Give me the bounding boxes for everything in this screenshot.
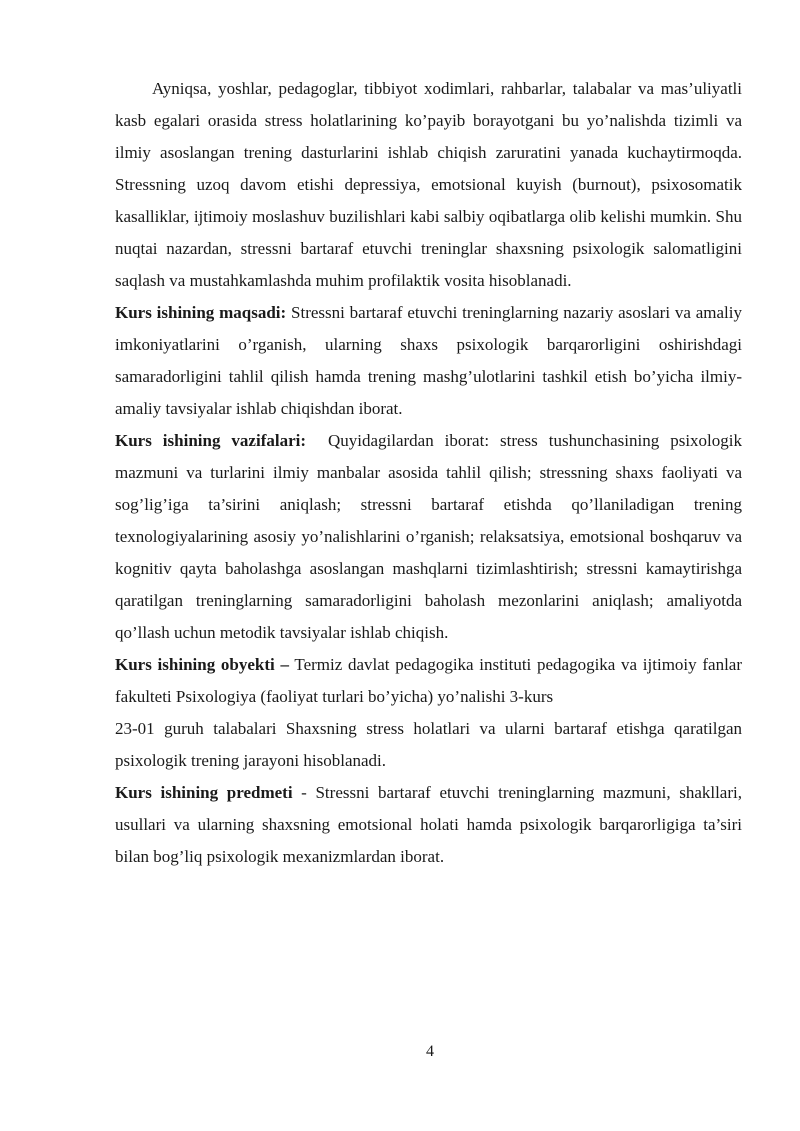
page-number: 4	[426, 1043, 434, 1060]
subject-heading: Kurs ishining predmeti	[115, 783, 293, 802]
subject-paragraph	[115, 777, 742, 873]
object-text-line1: Termiz davlat pedagogika instituti pedagogika va ijtimoiy fanlar fakulteti Psixologiya (faoliyat turlari bo’yicha) yo’nalishi 3-kurs	[115, 655, 742, 706]
object-paragraph	[115, 649, 742, 777]
document-page	[115, 73, 747, 873]
goal-text: Stressni bartaraf etuvchi treninglarning nazariy asoslari va amaliy imkoniyatlarini o’rganish, ularning shaxs psixologik barqarorligini oshirishdagi samaradorligini tahlil qilish hamda trening mashg’ulotlarini tashkil etish bo’yicha ilmiy-amaliy tavsiyalar ishlab chiqishdan iborat.	[115, 303, 743, 418]
tasks-text: Quyidagilardan iborat: stress tushunchasining psixologik mazmuni va turlarini ilmiy manbalar asosida tahlil qilish; stressning shaxs faoliyati va sog’lig’iga ta’sirini aniqlash; stressni bartaraf etishda qo’llaniladigan trening texnologiyalarining asosiy yo’nalishlarini o’rganish; relaksatsiya, emotsional boshqaruv va kognitiv qayta baholashga asoslangan mashqlarni tizimlashtirish; stressni kamaytirishga qaratilgan treninglarning samaradorligini baholash mezonlarini aniqlash; amaliyotda qo’llash uchun metodik tavsiyalar ishlab chiqish.	[115, 431, 747, 642]
tasks-heading: Kurs ishining vazifalari:	[115, 431, 307, 450]
subject-text: - Stressni bartaraf etuvchi treninglarning mazmuni, shakllari, usullari va ularning shaxsning emotsional holati hamda psixologik barqarorligiga ta’siri bilan bog’liq psixologik mexanizmlardan iborat.	[115, 783, 742, 866]
object-heading: Kurs ishining obyekti –	[115, 655, 289, 674]
intro-text: Ayniqsa, yoshlar, pedagoglar, tibbiyot xodimlari, rahbarlar, talabalar va mas’uliyatli kasb egalari orasida stress holatlarining ko’payib borayotgani bu yo’nalishda tizimli va ilmiy asoslangan trening dasturlarini ishlab chiqish zaruratini yanada kuchaytirmoqda. Stressning uzoq davom etishi depressiya, emotsional kuyish (burnout), psixosomatik kasalliklar, ijtimoiy moslashuv buzilishlari kabi salbiy oqibatlarga olib kelishi mumkin. Shu nuqtai nazardan, stressni bartaraf etuvchi treninglar shaxsning psixologik salomatligini saqlash va mustahkamlashda muhim profilaktik vosita hisoblanadi.	[115, 79, 742, 290]
goal-heading: Kurs ishining maqsadi:	[115, 303, 287, 322]
tasks-paragraph	[115, 425, 747, 649]
goal-paragraph	[115, 297, 742, 425]
object-text-line2: 23-01 guruh talabalari Shaxsning stress holatlari va ularni bartaraf etishga qaratilgan psixologik trening jarayoni hisoblanadi.	[115, 719, 742, 770]
intro-paragraph	[115, 73, 742, 297]
